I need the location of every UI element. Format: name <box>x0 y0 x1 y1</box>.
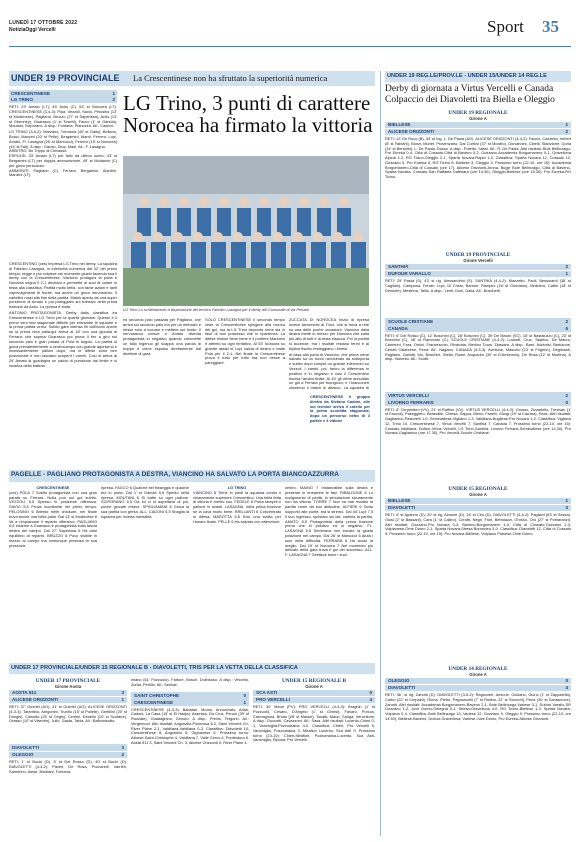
score-row: SCA ASTI 0 <box>253 690 375 697</box>
column-divider <box>380 71 381 836</box>
pagelle-lgtrino-header: LG TRINO <box>227 486 247 490</box>
sent-off: ESPULSI: 33' Amato (LT) per fallo da ultimo uomo, 43' st Bergamini (LT) per doppia ammonizione, 49' st Modanini (C) per gioco pericoloso. <box>9 153 117 168</box>
headline-line-2: Norocea ha firmato la vittoria <box>123 113 373 137</box>
score-row: ALICESE ORIZZONTI 1 <box>9 697 127 704</box>
score-row: CANADA 6 <box>385 325 571 332</box>
right-headline-2: Colpaccio dei Diavoletti tra Biella e Oleggio <box>385 94 555 105</box>
score-row-home: CRESCENTINESE 1 <box>11 90 115 96</box>
match-u15-regionale: UNDER 15 REGIONALE Girone A BIELLESE 1 DIAVOLETTI 3 RETI: 6' st Aparem (D), 20' st rig. Aimone (D), 24' st Ciro (D). DIAVOLETTI (4-4-2): Pagliani (63' st Sessa), Giusi (2' st Bassani), Cara (1' st Calliro), Cerutti, Negri, Fiori, Bertolazzi, Grosso, Oro (27' st Pomaranzi). Altri risultati: Gozzano-Pro Novara 0-3, Baveno-Borgomanero 4-0, Città di Cossato-Gozzano 2-3, Volpianese-Ome Domo 2-1, Sparta Novara-Stresa Borromeo 3-0. Classifica: Diavoletti 12, Città di Cossato 9. Prossimo turno (22-10, ore 15): Pro Novara-Biellese, Volpiano Pianese-Ome Domo. <box>385 486 571 537</box>
score-row: PRO VERCELLI 4 <box>253 697 375 704</box>
header-rule <box>9 46 571 47</box>
booked: AMMONITI: Pagliano (C), Ferrara, Bergamini, Aiardini, Manzini (LT). <box>9 167 117 178</box>
score-row-away: LG TRINO 2 <box>11 97 115 103</box>
pagelle-col3: LG TRINO VIANCINO 8 Tiene in piedi la squadra contro il chiaramente superiore Crescentino. Una bella fetta di vittoria è merito suo. FEDELE 6 Porta sempre il pallone in avanti. LASAGNA, nella prima frazione se la cava molto bene. BRILLANTI 6 Concentrato in difesa. MAROTTA 6,5 Solo una svista per l'amaro finale. PELLE 6 Ha salvato con attenzione. <box>193 486 281 524</box>
article-body-col4: ZUCCATA DI NOROCEA Inizio di ripresa invece favorevole al Trino, che si trova a rete su una delle poche occasioni: Viancino dalla destra mette in mezzo per Norocea che salta più alto di tutti e di testa insacca. Poi la partita si accende, ma i risultati restano fermi e al triplice fischio festeggiano i trinesi. di casa alla porta di Viancino, che prima viene salvato su un tocco ravvicinato da sottoporta e subito dopo compie un grande intervento su Vezzoli. I cambi, poi, fanno la differenza in positivo e in negativo e così il Crescentino rischia l'amaro finale. Al 43' gli viene annullato un gol a Ferrara per fuorigioco, e i bianconeri chiudono il match in attacco. La squadra di <box>289 318 369 390</box>
section-title: Sport <box>487 17 524 36</box>
top-band-subtitle: La Crescentinese non ha sfruttato la superiorità numerica <box>133 73 328 83</box>
publication-date: LUNEDÌ 17 OTTOBRE 2022 <box>9 20 78 26</box>
right-headline-1: Derby di giornata a Virtus Vercelli e Canada <box>385 84 554 94</box>
pagelle-col4: centro. MAINO 7 Instancabile sulla destra e presente in entrambe le fasi. RIBALDONE 6 Lo svolgimento di parità, in simulazione sicuramente non da vittoria. TORRE 7 Non ha mai mollato la partita come da suo abitudine. ALFIERI 6 Tanto supporto alle punte, ma si stremò. Dal 44' Lupi 7,5 Il suo ingresso, spostato sui lati, cambia la partita. AMATO 5,5 Protagonista della prima frazione prima che in positivo ed in negativo. FL. LASAGNA 5,5 Sembrava non trovare la giusta posizione nel campo. Dal 26' st Marcucci 6 Aiuta i suoi nella difficoltà. FERRARA 6 Ha avuto la meglio. Dal 19' st Norocea 7 Nel momento più delicato della gara trova il gol del successo. ALL. F. LASAGNA 7 Gestisce bene i suoi. <box>285 486 373 558</box>
score-row: DUFOUR VARALLO 1 <box>385 271 571 278</box>
pagelle-col1: CRESCENTINESE (ces) POLA 7 Subito protagonista con una gran parata su Ferrara. Nulla può sul gol subito. VEZZOLI 6,5 Spesso in posizione difensiva. SAVIO 5,5 Prova incostante nel primo tempo. PELOSINO 6 Attento nelle chiusure, nel finale trova anche una bella palla. Dal 13' st Modenese 6 Va a rimpiazzare il reparto offensivo. PAGLIANO 6,5 Insieme a Guarasco è protagonista sulla fascia destra del campo. Dal 27' Saperissa 6 Ha dato equilibrio al reparto. BRUZZO 6 Poco visibile in mezzo al campo ma comunque preziosa la sua presenza. <box>9 486 97 548</box>
score-row: BIELLESE 1 <box>385 122 571 129</box>
pagelle-crescentinese-header: CRESCENTINESE <box>36 486 70 490</box>
bottom-col2: miano (61' Pozzuolo), Fattore, Busch, Dolinsoso. A disp.: Vecchio, Zurlia, Petrillo. All.: Senbat. SAINT CHRISTOPHE 0 CRESCENTINESE 1 CRESCENTINESE (4-3-3): Babatan, Momo, Annunziato, Arias, Cadoni, La Casa (15' st El Hadja), Assessa, Da Cruz, Peroni (39' st Ruzzate), Guadagnino, Genuto. A disp.: Previs, Tergonn. All.: Vergemoni. Altri risultati: Angravillo-Poderosa 6-2, Saint Vincent Ch-River Plane 2-1, Valdilana-Valdilana 0-3. Classifica: Diavoletti 10, Crescentinese 8, Angravillo 8, Gignanese 6. Prossimo turno: Alicese-Saint Christophe 4, Valdilana 7, Valle Cervo 6, Pontestura 6. Aosta 511 3, Saint Vincent Ch. 3, Alicese Orizzonti 0, River Plane 4. <box>131 678 249 745</box>
score-row: DIAVOLETTI 4 <box>385 685 571 692</box>
bottom-col1: UNDER 17 PROVINCIALE Girone Aosta AOSTA 511 3 ALICESE ORIZZONTI 1 RETI: 37' Gueriel (AO), 41' st Gueriel (AO). ALICESE ORIZZONTI (4-3-3): Tarantino, Arrigonini, Trunfio (15' st Pollete), Gentilini (20' st Dongis), Cirisotto (25' st Ongis), Centini, Denello (10' st Scofane), Grasso (10' st Visentin), Julio, Gaida, Tarlia. All.: Balbonisotto. DIAVOLETTI 3 OLEGGIO 2 RETI: 1' st Buchi (D), 5' st Del Rosso (D), 40' st Buchi (D). DIAVOLETTI (4-4-2): Paveri, De Rosa, Puccarelli, Varrieri, Samerino, Aiese, Boutiani, Fontana. <box>9 678 127 774</box>
score-row: CRESCENTINESE 1 <box>131 699 249 706</box>
pagelle-band <box>9 470 375 482</box>
top-band <box>9 71 375 86</box>
sidebar-note: CRESCENTINESE Il gruppo diretto da Stefano Cadoni, alle sul termine arriva il cotello per la prima sconfitta stagionale, dopo un percorso netto di 3 partite e 3 vittorie <box>310 395 370 423</box>
referee: ARBITRO: Bo Trippo di Chivasso. <box>9 148 68 154</box>
right-band-title: UNDER 19 REG.LE/PROV.LE - UNDER 15/UNDER 14 REG.LE <box>387 72 547 79</box>
right-headline <box>385 84 571 105</box>
score-row: VIRTUS VERCELLI 2 <box>385 392 571 399</box>
team-photo-illustration <box>123 156 369 306</box>
match-u14-regionale: UNDER 14 REGIONALE Girone A OLEGGIO 0 DIAVOLETTI 4 RETI: 36', st rig. Zanotti (D). DIAVOLETTI (3-5-2): Ragionieri, Amione, Giuliano, Giurci (1' st Zappatella), Carbo (22' st Crepaldi), Roma, Pietro, Pagnoncelli (7' st Rubba, 22' st Scocchi), Pena (30' st Santacroce), Zanotti. Altri risultati: Accademia Borgomanero-Baveno 2-1, Bulé Bellinzago-Varlese 3-1, Dufour Varallo-SR Gozzano 1-2, Juve Domo-Omegna 0-1, Stresa-Gravellona 4-0, RG Ticino-Biellese 1-3, Sparta Novara-Volpiano 0-4. Classifica: Bulé Bellinzago 13, Varlese 12, Gozzano 9, Oleggio 9. Prossimo turno (22-10, ore 14.30): Biellese-Baveno, Dufour-Gravellona, Varlese-Juve Domo, Pro Eureka-Alicese Orizzonti. <box>385 666 571 721</box>
score-row: SCUOLE CRISTIANE 2 <box>385 318 571 325</box>
article-body-col2: ed secondo palo passata per Pagliano, che arriva sul secondo palo ma per un rimbalzo e riesce solo a toccare e mettere sul fondo. Il nervosismo cresce e Amato diventa protagonista in negativo quando commette un fallo ingenuo gli scappa una parola di troppo e viene espulso direttamente dal direttore di gara. <box>123 318 201 356</box>
match-virtus-livorno: VIRTUS VERCELLI 2 LIVORNO FERRARIS 0 RETI: 8' Cerpentieri (VV), 21' st Ruffino (VV). VIRTUS VERCELLI (4-4-2): Grosso, Zizzariello, Trevisan (1' st Faccoli), Paseggiero, Baravalle, Chiesa, Sappa, Bierci, Fanelli, Giorgi (19' st Carrara), Pace. Altri risultati: Gaglianico-Pastorelli 1-0, Serravallese-Vigliano 1-3, Valdilana-Bugliese-Pro Novara 1-2. Classifica: Vigliano 12, Trino 10, Crescentinese 7, Virtus Vercelli 7, Santhià 7, Canada 7. Prossimo turno (22-10, ore 15): Cossato-Valdilana, Dufour-Virtus Vercelli, LG Trino-Santhià, Livorno Ferraris-Serravallese (ore 14.30), Pro Novara-Gaglianico (ore 17.30), Pro Vercelli-Scuole Cristiane. <box>385 392 571 436</box>
article-body-col1: CRESCENTINO (ces) Impresa LG Trino nel derby. La squadra di Fabrizio Lasagna, in inferiorità numerica dal 32' del primo tempo, regge e poi colpisce nel momento giusto facendo sua il derby con la Crescentinese. Viancino protagoni la porta e Norocea segna il 2-1 decisivo e permette ai suoi di volare in testa alla classifica. Partita molto bella, con tante azioni e tanti capovolgimenti di fronte, ma anche un gioco nervosismo: 3 cartellini rossi alla fine della partita. Match aperto da una super punizione di Amato e poi pareggiato sul transivo della prima frazione da Acito. La ripresa è stata ANTONIO PROTAGONISTA. Derby dalla classifica tra Crescentinese e LG Trino per la quarta giornata. Questo è il primo vero test stagionale difficile per entrambe le squadre e la prima partita verso. Subito gara intensa fin dall'inizio anche se la prima vera palla-gol arriva al 18' con una giocata di Ferrara, che supera Guarasco poi prova il tiro a giro sul secondo palo e gran parata di Pola in angolo. La partita si gioca prevalentemente a centrocampo con grande agonismo e incessantemente palloni dopo, ma le difese sono ben posizionate e non lasciano scoperti i varchi. Così si arriva al 29' Amato si guadagna un calcio di punizione dal limite e si incarica della battuta. <box>9 262 117 368</box>
score-row: SANTHIÀ 2 <box>385 264 571 271</box>
match-u19-regionale: UNDER 19 REGIONALE Girone A BIELLESE 1 ALICESE ORIZZONTI 2 RETI: 12' De Ruvo (B), 34' st Ing, L. De Paola (AO). ALICESE ORIZZONTI (4-4-2): Faccio, Cazzetto, Imbert (8' st Fabiani), Bonzi, Muner, Provenzano, Dal Cortivo (37' st Moraro), Giovannini, Cibelli, Stanzione, Gorla (34' st Bertolini), L. De Paola, Dosso. A disp.: Poletto, Sassi. All.: R. De Paola. Altri risultati: Bulé Bellinzago-Pro Eureka 0-4, Città di Cossato-Città di Baveno 0-2, Gozzano-Accademia Borgomanero 0-1, Gravellona Alpina 1-2, RG Ticino-Oleggio 2-1, Sparta Novara-Rapid 1-0. Classifica: Sparta Novara 12, Cossato 12, Gozzano 9, Pro Eureka 8, RG Ticino 6, Biellese 3, Oleggio 3. Prossimo turno (22-10, ore 15): Accademia Borgomanero-Città di Cossato (ore 17), Alicese Orizzonti-Arona, Bugie Bulé Bellinzago, Città di Baveno-Sparta Novara, Cossato-San Raffaele-Gattinara (ore 14.30), Oleggio-Biellese (ore 18.30), Pro Eureka-RG Ticino. <box>385 110 571 179</box>
page-number: 35 <box>542 17 559 36</box>
match-u19-provinciale: UNDER 19 PROVINCIALE Girone Vercelli SANTHIÀ 2 DUFOUR VARALLO 1 RETI: 29' Pasta (S), 43' st rig. Alessandrini (S). SANTHIÀ (4-4-2): Mazzetto, Paoli, Bessinardi (38' st Cagliani), Campana, Ferrari, Lupi, Di Cristo, Barone, Rampini (16' st Giordano), Molinero, Cattin (18' st Dimonte), Mestrina, Tallio. A disp.: Lenti, Doni, Dalla. All.: Boschetti. <box>385 252 571 293</box>
match-stats-trino: LG TRINO (3-5-2): Marzano, Trerotola (40' st Gaito), Bellano, Bonzi, Manzini (20' st Pelle), Bergamini, Aiardi, Ferrero, Lupi, Amato, Fl. Lasagna (26' st Marcucci), Ferrero (19' st Norocea) (44' st Fall). A disp.: Garolo, Diop, Masi. All.: F. Lasagna. <box>9 129 117 149</box>
match-report-box <box>9 90 117 258</box>
publication-name: NotiziaOggi Vercelli <box>9 27 56 33</box>
score-row: DIAVOLETTI 3 <box>385 505 571 512</box>
score-row: AOSTA 511 3 <box>9 690 127 697</box>
main-headline <box>123 92 373 136</box>
pagelle-title: PAGELLE - PAGLIANO PROTAGONISTA A DESTRA, VIANCINO HA SALVATO LA PORTA BIANCOAZZURRA <box>11 471 339 478</box>
score-row: LIVORNO FERRARIS 0 <box>385 399 571 406</box>
right-band <box>385 71 571 82</box>
match-scuole-canada: SCUOLE CRISTIANE 2 CANADA 6 RETI: 6' Del Rosso (C), 12' Boschini (C), 28' Boschini (C), 39' De Mauro (SC), 18' st Bastaluzzo (C), 23' st Boschini (C), 46' st Ramondo (C). SCUOLE CRISTIANE (4-4-2): Lucardi, Cruz, Talarico, De Mauro, Camerini, Fara, Orsini, Franceschin, Rivarotta, Merlino Tours, Diawara. A disp.: Barri, Addorisi, Bertolone, Cerutti Calabrese, Pena. All.: Nagano. CANADA (4-3-3): Avellone, Mascolo (23' st Frigerio), Deglisanti, Pagliano, Galiotti, Mo, Boschini, Stella, Rossi, Acquadro (30' st D'Ambrosio), De Rosa (12' st Murtina). A disp.: Bonetto. All.: Scotti. <box>385 318 571 362</box>
top-band-title: UNDER 19 PROVINCIALE <box>11 73 120 83</box>
team-photo <box>123 156 369 306</box>
score-row: BIELLESE 1 <box>385 498 571 505</box>
bottom-band-title: UNDER 17 PROVINCIALE/UNDER 15 REGIONALE B - DIAVOLETTI, TRIS PER LA VETTA DELLA CLASSIFICA <box>11 664 298 671</box>
article-body-col3: SOLO CRESCENTINESE Il secondo tempo vede la Crescentinese spingere alla ricerca del gol, ma la LG Trino risponde bene sia in fase di non possesso che in ripartenza. La difesa trinese tiene bene e il portiere Marzano è attento su ogni tentativo. Al 53' Norocea su grande assist di Lupi calcia di destro e batte Pola per il 2-1. Nel finale la Crescentinese prova il tutto per tutto ma non riesce a pareggiare. <box>205 318 285 366</box>
pagelle-col2: ripresa. FACCO 6 Qualche bel fraseggio e qualche tiro in porta. Dal 1' st Gariola 5,5 Spento nella ripresa. MOUTANI 6 Si batte su ogni pallone. SCIPORANO 5,5 Da lui ci si aspettava di più, poche giocate chiave. SPIGLIAMANI 6 Gioca la sua partita con grinta. ALL. CADONI 5,5 Sbaglia la squadra per incerta mentalità. <box>101 486 189 519</box>
bottom-band <box>9 663 375 674</box>
headline-line-1: LG Trino, 3 punti di carattere <box>123 91 371 115</box>
bottom-col3: UNDER 15 REGIONALE B Girone A SCA ASTI 0 PRO VERCELLI 4 RETI: 30' Mauri (PV). PRO VERCELLI (4-3-3): Braghin (1' st Pozzuoli), Cesaro, D'Angelo (1' st Ginesi), Favaro, Porcus, Carmagnola, Brodo (28' st Marsel), Tosatti, Mauri, Sanga, Vercellone. A disp.: Duccotti, Cavazzoni. All.: Sasa. Altri risultati: Lucento-Chieri 0-1, Vanchiglia-Pozzomaina 4-0. Classifica: Chieri, Pro Vercelli 6, Vanchiglia, Pozzomaina 3, Mirafiori Lucento, Sca Asti 0. Prossimo turno (23-10): Chieri-Mirafiori, Pozzomaina-Lucento, Sca Asti-Vanchiglia, Riposa: Pro Vercelli. <box>253 678 375 743</box>
score-row: DIAVOLETTI 3 <box>9 744 127 751</box>
score-row: SAINT CHRISTOPHE 0 <box>131 692 249 699</box>
scoreboard <box>9 90 117 103</box>
score-row: ALICESE ORIZZONTI 2 <box>385 129 571 136</box>
page-header <box>9 14 571 52</box>
match-stats: RETI: 29' Amato (LT), 45' Acito (C), 53' st Norocea (LT). CRESCENTINESE (3-4-3): Pola, Vezzoli, Savio, Pelosino (13' st Modenese), Pagliano, Bruzzo (27' st Saperissa), Acito (13' st Ghenney), Guarasco (1' st Tosetti), Facco (1' st Gariola), Moutani, Sciporano. A disp.: Fontana, Pianozza. All.: Cadoni. <box>9 104 117 129</box>
score-row: OLEGGIO 2 <box>9 752 127 759</box>
photo-caption: LG Trino Lo schieramento a disposizione del tecnico Fabrizio Lasagna per il derby del Comunale di via Peruzio <box>123 308 310 312</box>
score-row: OLEGGIO 0 <box>385 678 571 685</box>
